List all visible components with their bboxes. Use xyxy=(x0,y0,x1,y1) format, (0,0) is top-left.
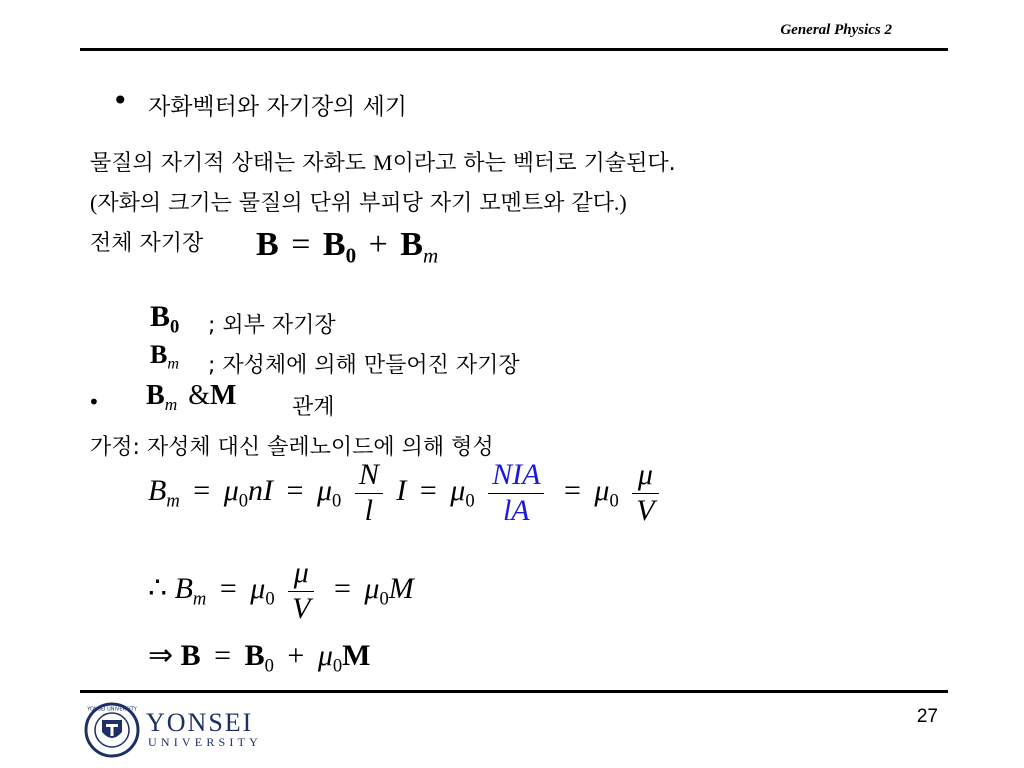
logo-wordmark: YONSEI xyxy=(146,708,254,737)
fraction-nia-over-la: $\frac{\text{NIA}}{lA}$ xyxy=(488,458,544,528)
bullet-icon: • xyxy=(112,84,129,117)
text-line-1: 물질의 자기적 상태는 자화도 M이라고 하는 벡터로 기술된다. xyxy=(90,150,676,176)
equation-result: ⇒ $B = B_0 + \mu_0M$ xyxy=(148,639,371,677)
equation-total-field: $B = B_0 + B_m$ xyxy=(256,226,439,268)
university-seal-icon xyxy=(84,702,140,758)
text-line-2: (자화의 크기는 물질의 단위 부피당 자기 모멘트와 같다.) xyxy=(90,190,627,216)
page-number: 27 xyxy=(916,706,938,727)
b0-description: ; 외부 자기장 xyxy=(208,313,336,338)
symbol-bm: $B_m$ xyxy=(150,340,179,373)
bullet-icon-2: • xyxy=(88,390,100,414)
total-field-label: 전체 자기장 xyxy=(90,231,204,256)
relation-symbols: $B_m$ &M xyxy=(146,380,237,415)
assumption-text: 가정: 자성체 대신 솔레노이드에 의해 형성 xyxy=(90,435,494,460)
magnetization-symbol: M xyxy=(373,150,393,175)
relation-label: 관계 xyxy=(292,395,335,420)
course-title: General Physics 2 xyxy=(780,22,892,38)
symbol-b0: $B_0$ xyxy=(150,300,180,338)
equation-bm-derivation: $B_m = \mu_0nI = \mu_0$ $\frac{N}{l}$ $I = \mu_0$ $\frac{\text{NIA}}{lA}$ = $\mu_0$ $\frac{\mu}{V}$ xyxy=(148,458,665,528)
equation-therefore: ∴ $B_m = \mu_0$ $\frac{\mu}{V}$ = $\mu_0M$ xyxy=(148,556,414,625)
svg-text:YONSEI UNIVERSITY: YONSEI UNIVERSITY xyxy=(87,706,137,713)
fraction-mu-over-v-2: $\frac{\mu}{V}$ xyxy=(288,556,314,626)
section-title: 자화벡터와 자기장의 세기 xyxy=(148,94,408,120)
header-rule xyxy=(80,48,948,51)
logo-subtitle: UNIVERSITY xyxy=(148,735,262,749)
fraction-n-over-l: $\frac{N}{l}$ xyxy=(355,458,383,528)
fraction-mu-over-v: $\frac{\mu}{V}$ xyxy=(632,458,658,528)
footer-rule xyxy=(80,690,948,693)
bm-description: ; 자성체에 의해 만들어진 자기장 xyxy=(208,353,520,378)
